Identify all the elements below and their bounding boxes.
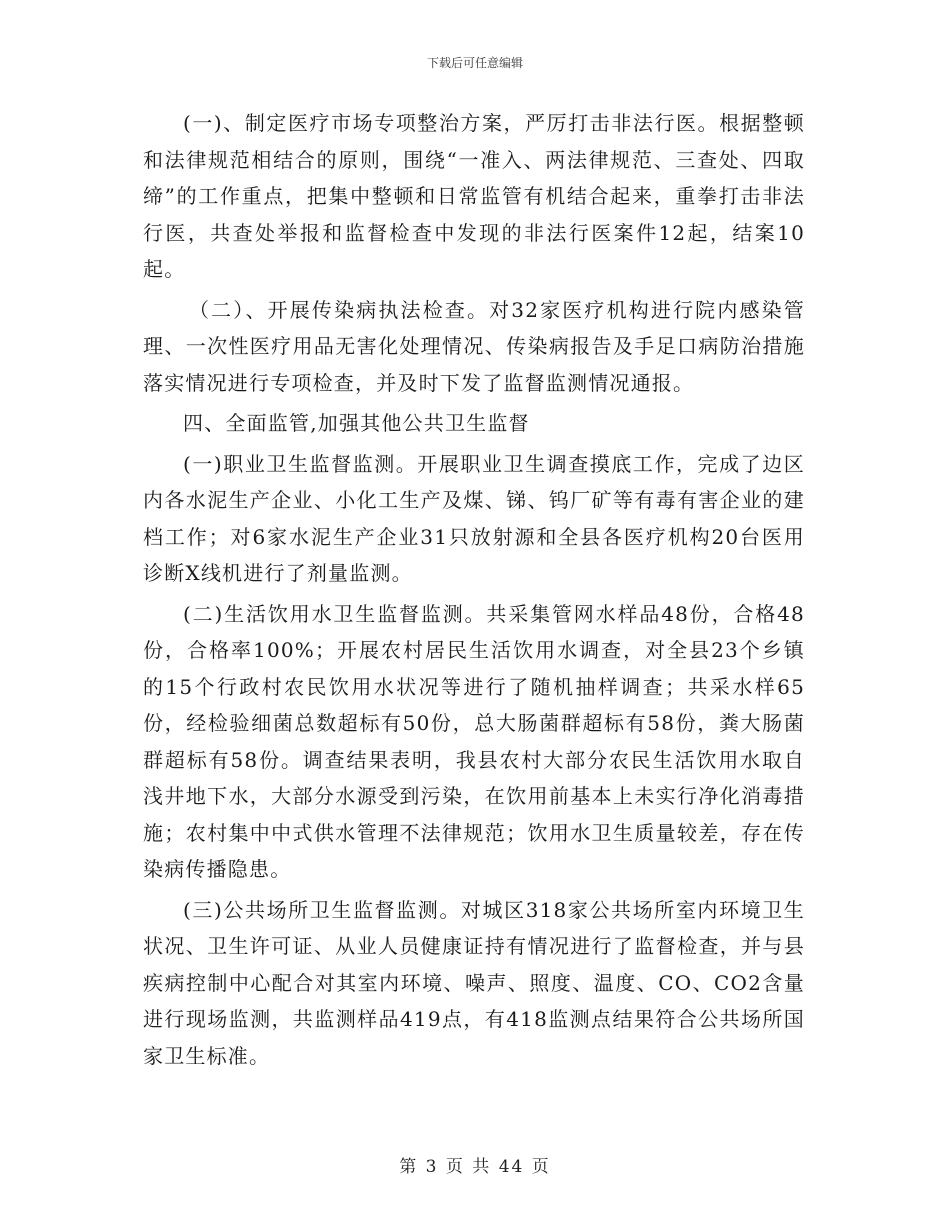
paragraph-infectious-disease: （二）、开展传染病执法检查。对32家医疗机构进行院内感染管理、一次性医疗用品无害化处理情况、传染病报告及手足口病防治措施落实情况进行专项检查，并及时下发了监督监测情况通报。 xyxy=(143,297,805,395)
paragraph-drinking-water: (二)生活饮用水卫生监督监测。共采集管网水样品48份，合格48份，合格率100%；开展农村居民生活饮用水调查，对全县23个乡镇的15个行政村农民饮用水状况等进行了随机抽样调查；共采水样65份，经检验细菌总数超标有50份，总大肠菌群超标有58份，粪大肠菌群超标有58份。调查结果表明，我县农村大部分农民生活饮用水取自浅井地下水，大部分水源受到污染，在饮用前基本上未实行净化消毒措施；农村集中中式供水管理不法律规范；饮用水卫生质量较差，存在传染病传播隐患。 xyxy=(143,601,805,881)
page-number-footer: 第 3 页 共 44 页 xyxy=(399,1157,551,1177)
paragraph-medical-market: (一)、制定医疗市场专项整治方案，严厉打击非法行医。根据整顿和法律规范相结合的原则，围绕“一准入、两法律规范、三查处、四取缔”的工作重点，把集中整顿和日常监管有机结合起来，重拳打击非法行医，共查处举报和监督检查中发现的非法行医案件12起，结案10起。 xyxy=(143,111,805,281)
section-heading-public-health: 四、全面监管,加强其他公共卫生监督 xyxy=(183,411,530,435)
page-header: 下载后可任意编辑 xyxy=(426,56,523,70)
paragraph-public-places: (三)公共场所卫生监督监测。对城区318家公共场所室内环境卫生状况、卫生许可证、从业人员健康证持有情况进行了监督检查，并与县疾病控制中心配合对其室内环境、噪声、照度、温度、CO、CO2含量进行现场监测，共监测样品419点，有418监测点结果符合公共场所国家卫生标准。 xyxy=(143,897,805,1068)
paragraph-occupational-health: (一)职业卫生监督监测。开展职业卫生调查摸底工作，完成了边区内各水泥生产企业、小化工生产及煤、锑、钨厂矿等有毒有害企业的建档工作；对6家水泥生产企业31只放射源和全县各医疗机构20台医用诊断X线机进行了剂量监测。 xyxy=(143,451,805,585)
document-body xyxy=(143,105,805,1078)
